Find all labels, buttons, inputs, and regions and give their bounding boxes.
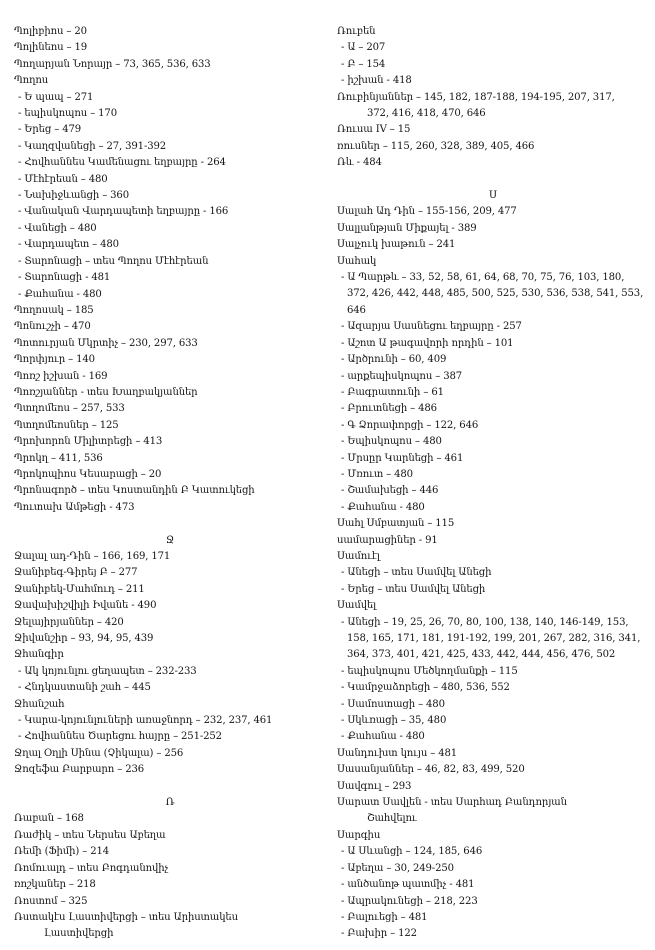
- index-entry: Ռուբինյաններ – 145, 182, 187-188, 194-195, 207, 317,: [337, 91, 615, 103]
- index-entry: Ռեմի (Ֆիմի) – 214: [14, 846, 110, 858]
- index-entry: Սարգիս: [337, 829, 381, 841]
- index-entry: Սալչուկ խաթուն – 241: [337, 239, 456, 251]
- index-entry: Ռև - 484: [337, 157, 382, 169]
- index-subentry: - Բագրատունի – 61: [341, 386, 444, 398]
- index-subentry: - անծանոթ պատմիչ - 481: [341, 879, 475, 891]
- index-entry: Պորփյուր – 140: [14, 354, 95, 366]
- index-entry: Ջղալ Օղլի Սինա (Չիկալա) – 256: [14, 747, 184, 759]
- index-entry: Ռաժիկ – տես Ներսես Աբեղա: [14, 829, 166, 841]
- index-subentry: - արքեպիսկոպոս – 387: [341, 370, 463, 382]
- index-entry: ռոշկաներ – 218: [14, 879, 96, 891]
- letter-heading: Ջ: [165, 534, 175, 546]
- index-entry: Պոլինեոս – 19: [14, 42, 88, 54]
- index-entry: ռուսներ – 115, 260, 328, 389, 405, 466: [337, 140, 535, 152]
- index-subentry: - Հնդկաստանի շահ – 445: [18, 682, 151, 694]
- index-column-right: [337, 24, 649, 943]
- index-entry: Ջոզեֆա Բարբարո – 236: [14, 764, 145, 776]
- index-subentry: - Բախիր – 122: [341, 928, 417, 940]
- entry-continuation: 372, 416, 418, 470, 646: [367, 108, 486, 120]
- index-subentry: - Ազարյա Սասնեցու եղբայրը - 257: [341, 321, 522, 333]
- index-entry: Պոռշ իշխան - 169: [14, 370, 108, 382]
- index-entry: Պտղոմեոս – 257, 533: [14, 403, 125, 415]
- index-subentry: - Կաղզվանեցի – 27, 391-392: [18, 140, 167, 152]
- index-entry: Ռստակէս Լաստիվերցի – տես Արիստակես: [14, 911, 238, 923]
- index-entry: Պրոնագործ – տես Կոստանդին Բ Կատուկեցի: [14, 485, 255, 497]
- index-subentry: - Ա Սևանցի – 124, 185, 646: [341, 846, 483, 858]
- index-entry: Պոռշյաններ - տես Խաղբակյաններ: [14, 386, 198, 398]
- index-entry: Պրոկոպիոս Կեսարացի – 20: [14, 468, 162, 480]
- index-subentry: - Գ Ձորափորցի – 122, 646: [341, 419, 479, 431]
- index-entry: Պոլիբիոս – 20: [14, 26, 87, 37]
- index-entry: Ջանիբեկ-Մահմուդ – 211: [14, 583, 145, 595]
- index-entry: Սամուէլ: [337, 550, 380, 562]
- index-subentry: - Վանեցի – 480: [18, 222, 97, 234]
- index-entry: Պտղոմեոսներ – 125: [14, 419, 119, 431]
- index-subentry: - Սամոստացի – 480: [341, 698, 445, 710]
- index-subentry: - Երեց – 479: [18, 124, 82, 136]
- index-entry: սամարացիներ - 91: [337, 534, 438, 546]
- index-subentry: - Ա Պարթև – 33, 52, 58, 61, 64, 68, 70, 75, 76, 103, 180,: [341, 272, 625, 284]
- index-subentry: - Տարոնացի – տես Պողոս Մէհէրեան: [18, 255, 209, 267]
- index-entry: Ջանիբեգ-Գիրեյ Բ – 277: [14, 567, 138, 579]
- index-entry: Պուտախ Ամթեցի - 473: [14, 501, 135, 513]
- index-subentry: - Երեց – տես Սամվել Անեցի: [341, 583, 486, 595]
- index-entry: Ջելայիրյաններ – 420: [14, 616, 124, 628]
- index-subentry: - Մրսըր Կարնեցի – 461: [341, 452, 464, 464]
- index-subentry: - Շամախեցի – 446: [341, 485, 439, 497]
- index-entry: Ջավախիշվիլի Իվանե - 490: [14, 600, 157, 612]
- index-subentry: - Հովհաննես Կամենացու եղբայրը - 264: [18, 157, 226, 169]
- index-subentry: - Բ – 154: [341, 58, 386, 70]
- index-subentry: - Քահանա - 480: [341, 501, 425, 513]
- index-subentry: - Աբեղա – 30, 249-250: [341, 862, 454, 874]
- entry-continuation: Լաստիվերցի: [44, 928, 114, 940]
- index-subentry: - Քահանա - 480: [341, 731, 425, 743]
- index-subentry: - Անեցի – 19, 25, 26, 70, 80, 100, 138, 140, 146-149, 153,: [341, 616, 629, 628]
- index-entry: Ռուսա IV – 15: [337, 124, 411, 136]
- entry-continuation: Շահվելու: [367, 813, 417, 825]
- letter-heading: Ս: [489, 190, 497, 202]
- subentry-continuation: 158, 165, 171, 181, 191-192, 199, 201, 267, 282, 316, 341,: [347, 633, 641, 645]
- index-subentry: - Աշոտ Ա թագավորի որդին – 101: [341, 337, 514, 349]
- index-entry: Պոնուշչի – 470: [14, 321, 91, 333]
- index-entry: Ջիվանշիր – 93, 94, 95, 439: [14, 633, 154, 645]
- index-subentry: - Կամրջաձորեցի – 480, 536, 552: [341, 682, 510, 694]
- index-subentry: - եպիսկոպոս – 170: [18, 108, 117, 120]
- index-subentry: - Ե պապ – 271: [18, 91, 94, 103]
- index-entry: Պրոկղ – 411, 536: [14, 452, 103, 464]
- index-subentry: - Մռուտ – 480: [341, 468, 413, 480]
- index-subentry: - Անեցի – տես Սամվել Անեցի: [341, 567, 492, 579]
- index-entry: Ջհանշահ: [14, 698, 65, 710]
- index-subentry: - Վարդապետ – 480: [18, 239, 119, 251]
- index-subentry: - Նախիջևանցի – 360: [18, 190, 129, 202]
- index-subentry: - Բրուտնեցի – 486: [341, 403, 437, 415]
- index-subentry: - Սկևռացի – 35, 480: [341, 715, 447, 727]
- index-entry: Պրոխորոն Միլիտրեցի – 413: [14, 436, 163, 448]
- index-entry: Սալահ Ադ Դին – 155-156, 209, 477: [337, 206, 517, 218]
- subentry-continuation: 364, 373, 401, 421, 425, 433, 442, 444, 456, 476, 502: [347, 649, 616, 661]
- index-entry: Սահլ Սմբատյան – 115: [337, 518, 455, 530]
- index-entry: Ռոստոմ – 325: [14, 895, 88, 907]
- index-subentry: - Քահանա - 480: [18, 288, 102, 300]
- index-subentry: - Ապրակունեցի – 218, 223: [341, 895, 478, 907]
- index-subentry: - իշխան - 418: [341, 75, 412, 87]
- letter-heading: Ռ: [165, 797, 175, 809]
- subentry-continuation: 372, 426, 442, 448, 485, 500, 525, 530, 536, 538, 541, 553,: [347, 288, 644, 300]
- index-entry: Ջալալ ադ-Դին – 166, 169, 171: [14, 550, 171, 562]
- index-entry: Սանդուխտ կույս – 481: [337, 747, 458, 759]
- index-entry: Սավգուլ – 293: [337, 780, 412, 792]
- index-subentry: - Արծրունի – 60, 409: [341, 354, 447, 366]
- index-subentry: - Եպիսկոպոս – 480: [341, 436, 442, 448]
- index-subentry: - եպիսկոպոս Մեծկողմանքի – 115: [341, 665, 518, 677]
- index-entry: Սասանյաններ – 46, 82, 83, 499, 520: [337, 764, 525, 776]
- index-entry: Սալլանթյան Միքայել - 389: [337, 222, 477, 234]
- index-subentry: - Բալուեցի – 481: [341, 911, 428, 923]
- index-entry: Սահակ: [337, 255, 377, 267]
- index-entry: Պոտուրյան Մկրտիչ – 230, 297, 633: [14, 337, 198, 349]
- index-subentry: - Ակ կոյունլու ցեղապետ – 232-233: [18, 665, 197, 677]
- index-entry: Պողոսակ – 185: [14, 304, 94, 316]
- index-entry: Ռոմուալդ – տես Բոգդանովիչ: [14, 862, 168, 874]
- subentry-continuation: 646: [347, 304, 366, 316]
- index-column-left: [14, 24, 326, 943]
- index-subentry: - Վանական Վարդապետի եղբայրը - 166: [18, 206, 229, 218]
- index-subentry: - Ա – 207: [341, 42, 386, 54]
- index-entry: Ռուբեն: [337, 26, 376, 37]
- index-subentry: - Կարա-կոյունլուների առաջնորդ – 232, 237, 461: [18, 715, 273, 727]
- index-subentry: - Հովհաննես Ծարեցու հայրը – 251-252: [18, 731, 222, 743]
- index-entry: Պողոս: [14, 75, 49, 87]
- index-entry: Սարատ Սավլեն - տես Սարհադ Բանդորյան: [337, 797, 567, 809]
- index-subentry: - Մէհէրեան – 480: [18, 173, 108, 185]
- index-subentry: - Տարոնացի - 481: [18, 272, 111, 284]
- index-entry: Ռաբան – 168: [14, 813, 84, 825]
- index-entry: Պողարյան Նորայր – 73, 365, 536, 633: [14, 58, 211, 70]
- index-entry: Ջհանգիր: [14, 649, 64, 661]
- index-entry: Սամվել: [337, 600, 377, 612]
